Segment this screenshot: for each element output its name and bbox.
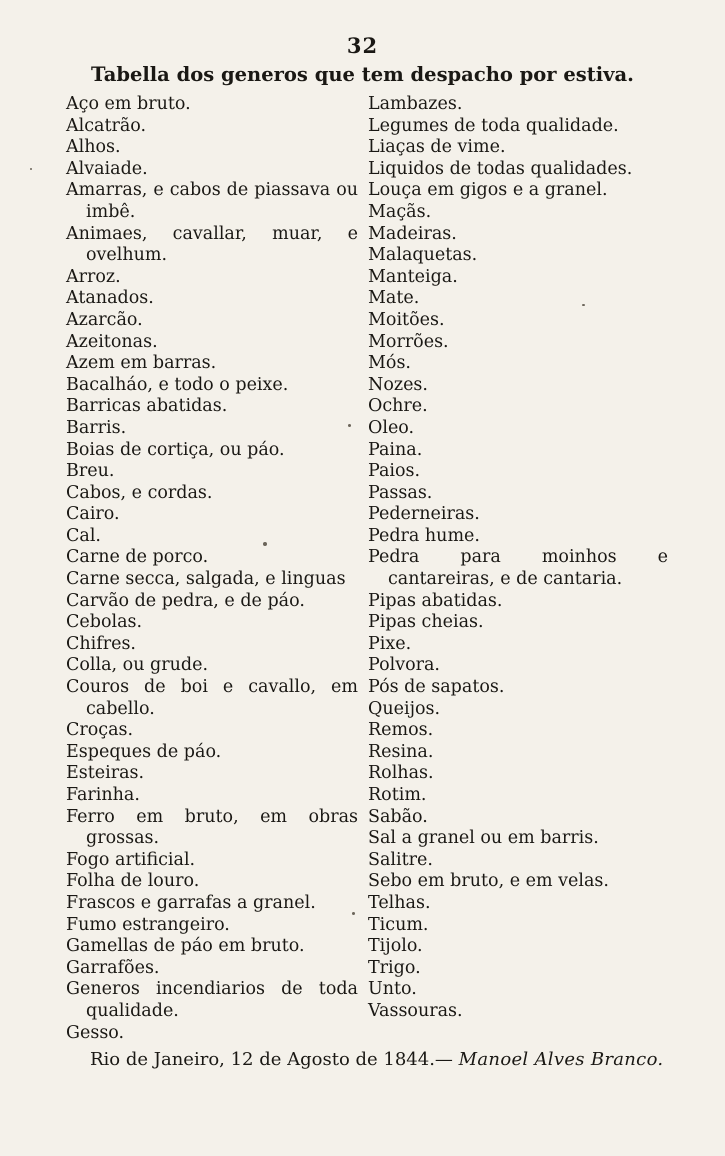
print-speck — [352, 912, 355, 915]
right-column-entry: Pixe. — [368, 633, 412, 654]
left-column-entry: Couros de boi e cavallo, em cabello. — [66, 677, 358, 719]
left-column-entry: Carvão de pedra, e de páo. — [66, 590, 305, 611]
print-speck — [263, 542, 267, 546]
right-column-entry: Paios. — [368, 461, 421, 482]
right-column-entry: Pedra hume. — [368, 525, 480, 546]
right-column-entry: Mate. — [368, 288, 420, 309]
place-date: Rio de Janeiro, 12 de Agosto de 1844.— — [90, 1049, 453, 1070]
right-column-entry: Maçãs. — [368, 201, 432, 222]
right-column-entry: Pedra para moinhos e cantareiras, e de cantaria. — [368, 547, 668, 590]
right-column — [368, 94, 668, 1023]
print-speck — [30, 168, 32, 170]
left-column-entry: Azeitonas. — [66, 331, 158, 352]
left-column-entry: Garrafões. — [66, 957, 160, 978]
left-column-entry: Azem em barras. — [66, 353, 217, 374]
left-column-entry: Frascos e garrafas a granel. — [66, 892, 316, 913]
right-column-entry: Queijos. — [368, 698, 441, 719]
left-column-entry: Boias de cortiça, ou páo. — [66, 439, 285, 460]
left-column-entry: Bacalháo, e todo o peixe. — [66, 374, 289, 395]
left-column-entry: Colla, ou grude. — [66, 655, 209, 676]
left-column-entry: Barricas abatidas. — [66, 396, 228, 417]
page-title: Tabella dos generos que tem despacho por estiva. — [91, 63, 634, 86]
left-column-entry: Farinha. — [66, 785, 140, 805]
right-column-entry: Salitre. — [368, 849, 433, 870]
right-column-entry: Mós. — [368, 353, 411, 374]
right-column-entry: Ochre. — [368, 396, 428, 417]
left-column-entry: Fumo estrangeiro. — [66, 914, 230, 935]
left-column-entry: Carne de porco. — [66, 547, 209, 568]
right-column-entry: Manteiga. — [368, 266, 458, 287]
print-speck — [348, 424, 351, 427]
left-column-entry: Generos incendiarios de toda qualidade. — [66, 979, 358, 1021]
left-column — [66, 94, 358, 1044]
left-column-entry: Aço em bruto. — [66, 94, 191, 114]
right-column-entry: Rotim. — [368, 785, 427, 805]
right-column-entry: Paina. — [368, 439, 423, 460]
left-column-entry: Ferro em bruto, em obras grossas. — [66, 806, 358, 849]
left-column-entry: Chifres. — [66, 633, 136, 654]
right-column-entry: Louça em gigos e a granel. — [368, 180, 608, 201]
right-column-entry: Lambazes. — [368, 94, 463, 114]
right-column-entry: Sal a granel ou em barris. — [368, 828, 599, 849]
left-column-entry: Amarras, e cabos de piassava ou imbê. — [66, 180, 358, 222]
right-column-entry: Malaquetas. — [368, 245, 478, 266]
left-column-entry: Alhos. — [66, 137, 121, 158]
left-column-entry: Gamellas de páo em bruto. — [66, 936, 305, 957]
right-column-entry: Liquidos de todas qualidades. — [368, 158, 633, 179]
left-column-entry: Espeques de páo. — [66, 741, 222, 762]
right-column-entry: Trigo. — [368, 957, 421, 978]
right-column-entry: Vassouras. — [368, 1000, 463, 1021]
right-column-entry: Moitões. — [368, 309, 445, 330]
right-column-entry: Pós de sapatos. — [368, 677, 505, 698]
right-column-entry: Oleo. — [368, 417, 415, 438]
right-column-entry: Tijolo. — [368, 936, 423, 957]
left-column-entry: Alcatrão. — [66, 115, 147, 136]
left-column-entry: Cal. — [66, 525, 101, 546]
right-column-entry: Pederneiras. — [368, 504, 480, 525]
right-column-entry: Sabão. — [368, 806, 428, 827]
right-column-entry: Remos. — [368, 720, 434, 741]
right-column-entry: Liaças de vime. — [368, 137, 506, 158]
left-column-entry: Cabos, e cordas. — [66, 482, 213, 503]
right-column-entry: Telhas. — [368, 892, 431, 913]
page-number: 32 — [346, 33, 379, 58]
right-column-entry: Rolhas. — [368, 763, 434, 784]
left-column-entry: Arroz. — [66, 266, 121, 287]
right-column-entry: Madeiras. — [368, 223, 457, 244]
left-column-entry: Croças. — [66, 720, 134, 741]
footer — [90, 1049, 690, 1070]
left-column-entry: Cebolas. — [66, 612, 143, 633]
left-column-entry: Carne secca, salgada, e linguas — [66, 569, 346, 590]
right-column-entry: Ticum. — [368, 914, 429, 935]
left-column-entry: Esteiras. — [66, 763, 145, 784]
left-column-entry: Folha de louro. — [66, 871, 200, 892]
right-column-entry: Passas. — [368, 482, 433, 503]
left-column-entry: Cairo. — [66, 504, 120, 525]
left-column-entry: Animaes, cavallar, muar, e ovelhum. — [66, 223, 358, 266]
left-column-entry: Gesso. — [66, 1022, 125, 1043]
right-column-entry: Pipas cheias. — [368, 612, 484, 633]
right-column-entry: Resina. — [368, 741, 434, 762]
right-column-entry: Polvora. — [368, 655, 440, 676]
print-speck — [582, 304, 585, 306]
left-column-entry: Azarcão. — [66, 309, 143, 330]
right-column-entry: Sebo em bruto, e em velas. — [368, 871, 609, 892]
left-column-entry: Fogo artificial. — [66, 849, 196, 870]
left-column-entry: Barris. — [66, 417, 127, 438]
right-column-entry: Pipas abatidas. — [368, 590, 503, 611]
left-column-entry: Alvaiade. — [66, 158, 148, 179]
right-column-entry: Morrões. — [368, 331, 449, 352]
right-column-entry: Nozes. — [368, 374, 428, 395]
left-column-entry: Atanados. — [66, 288, 154, 309]
signature: Manoel Alves Branco. — [458, 1049, 664, 1070]
right-column-entry: Legumes de toda qualidade. — [368, 115, 619, 136]
right-column-entry: Unto. — [368, 979, 417, 1000]
left-column-entry: Breu. — [66, 461, 115, 482]
